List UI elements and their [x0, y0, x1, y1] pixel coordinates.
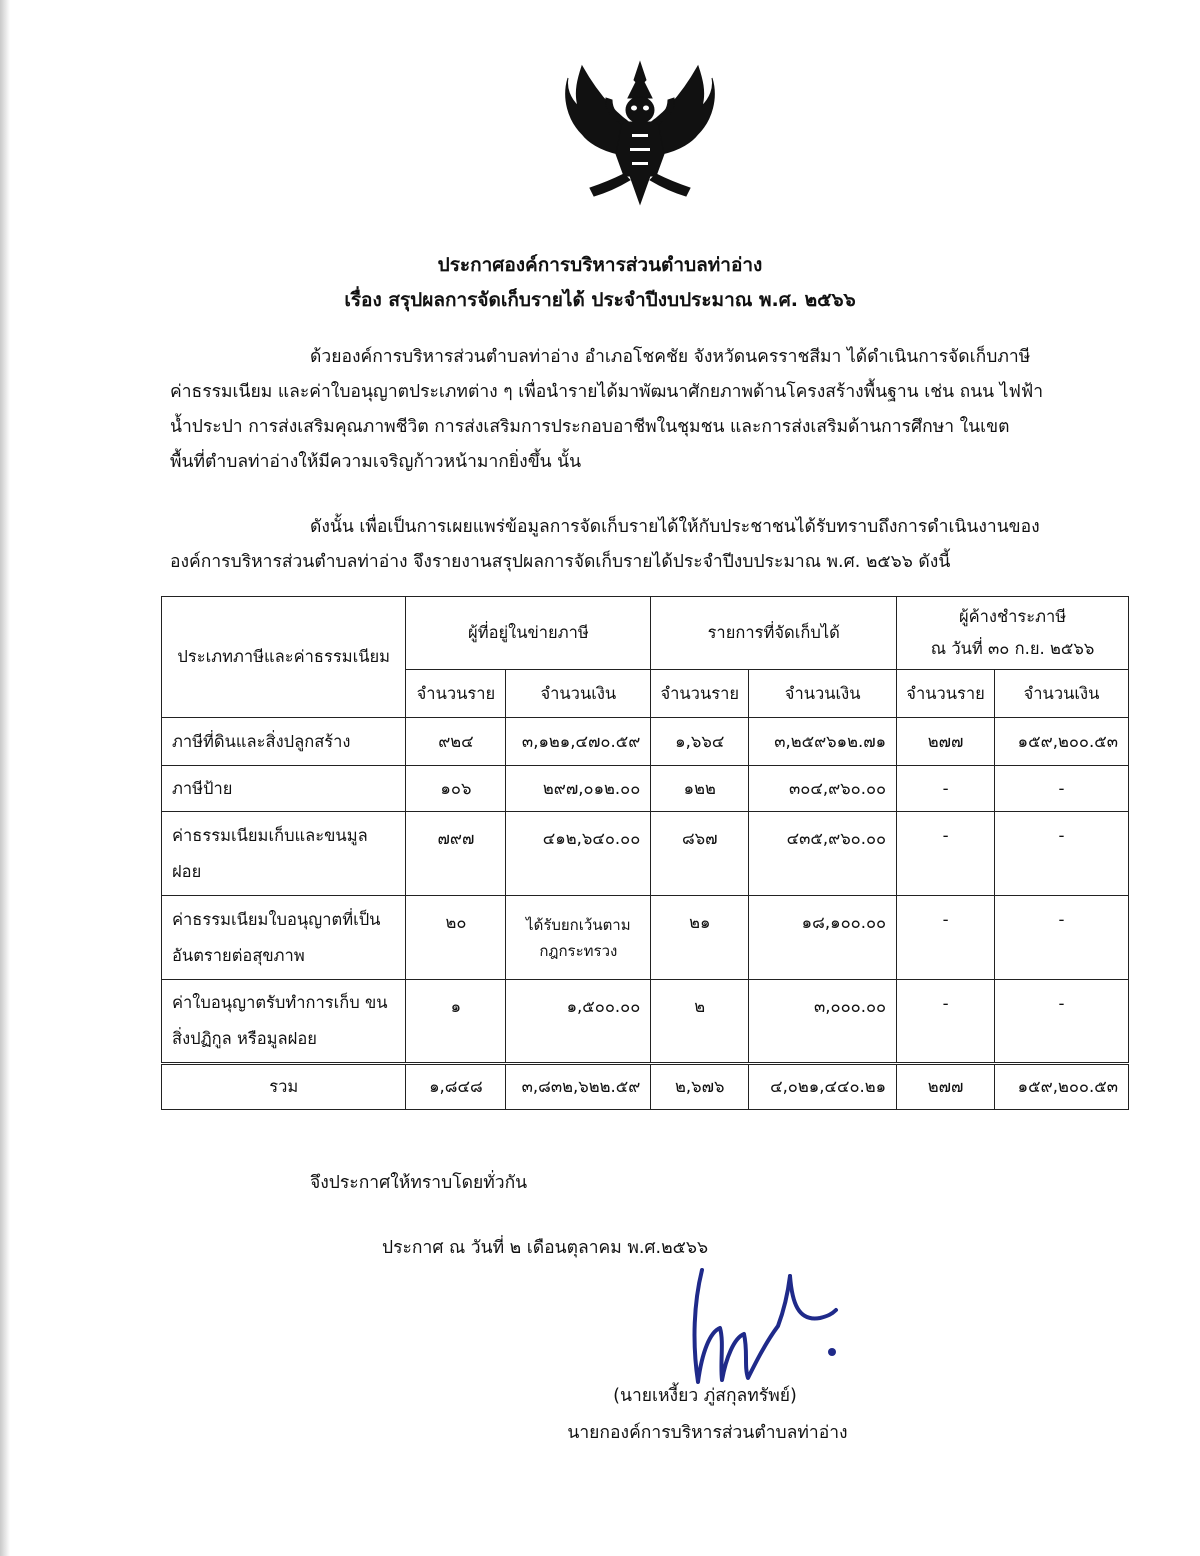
- cell-collected-amount: ๑๘,๑๐๐.๐๐: [749, 896, 897, 980]
- row-type: [162, 896, 406, 980]
- garuda-emblem-icon: [560, 58, 720, 208]
- header-arrears: [897, 597, 1129, 670]
- row-type-line2: อันตรายต่อสุขภาพ: [172, 945, 305, 965]
- cell-tax-amount: ๓,๑๒๑,๔๗๐.๕๙: [506, 718, 651, 766]
- paragraph-line: พื้นที่ตำบลท่าอ่างให้มีความเจริญก้าวหน้ามากยิ่งขึ้น นั้น: [170, 452, 582, 472]
- table-row: [162, 718, 1129, 766]
- signer-name: (นายเหงี้ยว ภู่สกุลทรัพย์): [613, 1386, 797, 1406]
- paragraph-line: ด้วยองค์การบริหารส่วนตำบลท่าอ่าง อำเภอโชคชัย จังหวัดนครราชสีมา ได้ดำเนินการจัดเก็บภาษี: [310, 347, 1031, 367]
- cell-tax-count: ๑: [406, 980, 506, 1064]
- revenue-table: [161, 596, 1129, 1110]
- paragraph-intro: [170, 340, 1110, 480]
- cell-arrears-count: -: [897, 766, 995, 812]
- subheader-amount: จำนวนเงิน: [749, 670, 897, 718]
- cell-arrears-amount: -: [995, 980, 1129, 1064]
- total-tax-count: ๑,๘๔๘: [406, 1064, 506, 1110]
- cell-arrears-amount: -: [995, 812, 1129, 896]
- cell-arrears-count: -: [897, 980, 995, 1064]
- subheader-amount: จำนวนเงิน: [995, 670, 1129, 718]
- cell-tax-count: ๗๙๗: [406, 812, 506, 896]
- header-arrears-line1: ผู้ค้างชำระภาษี: [958, 607, 1067, 626]
- cell-collected-count: ๑,๖๖๔: [651, 718, 749, 766]
- row-type-line1: ค่าธรรมเนียมใบอนุญาตที่เป็น: [172, 909, 381, 929]
- handwritten-signature: [680, 1262, 850, 1397]
- cell-arrears-amount: -: [995, 896, 1129, 980]
- cell-collected-count: ๒๑: [651, 896, 749, 980]
- table-row: [162, 766, 1129, 812]
- subheader-count: จำนวนราย: [651, 670, 749, 718]
- row-type-line2: สิ่งปฏิกูล หรือมูลฝอย: [172, 1029, 317, 1048]
- total-arrears-count: ๒๗๗: [897, 1064, 995, 1110]
- total-collected-count: ๒,๖๗๖: [651, 1064, 749, 1110]
- closing-statement: จึงประกาศให้ทราบโดยทั่วกัน: [310, 1173, 528, 1193]
- announcement-title: ประกาศองค์การบริหารส่วนตำบลท่าอ่าง: [437, 254, 763, 276]
- row-type: ภาษีที่ดินและสิ่งปลูกสร้าง: [162, 718, 406, 766]
- cell-tax-count: ๑๐๖: [406, 766, 506, 812]
- subheader-amount: จำนวนเงิน: [506, 670, 651, 718]
- cell-tax-amount: ๒๙๗,๐๑๒.๐๐: [506, 766, 651, 812]
- row-type-line2: ฝอย: [172, 861, 202, 881]
- cell-collected-count: ๘๖๗: [651, 812, 749, 896]
- table-total-row: [162, 1064, 1129, 1110]
- total-label: รวม: [162, 1064, 406, 1110]
- cell-collected-count: ๒: [651, 980, 749, 1064]
- cell-tax-amount: [506, 896, 651, 980]
- exempt-line2: กฎกระทรวง: [539, 941, 618, 960]
- cell-collected-amount: ๔๓๕,๙๖๐.๐๐: [749, 812, 897, 896]
- total-collected-amount: ๔,๐๒๑,๔๔๐.๒๑: [749, 1064, 897, 1110]
- paragraph-purpose: [170, 510, 1110, 580]
- cell-arrears-count: -: [897, 896, 995, 980]
- table-row: [162, 980, 1129, 1064]
- announcement-date: ประกาศ ณ วันที่ ๒ เดือนตุลาคม พ.ศ.๒๕๖๖: [382, 1238, 709, 1258]
- row-type: [162, 980, 406, 1064]
- paragraph-line: ค่าธรรมเนียม และค่าใบอนุญาตประเภทต่าง ๆ เพื่อนำรายได้มาพัฒนาศักยภาพด้านโครงสร้างพื้นฐาน เช่น ถนน ไฟฟ้า: [170, 382, 1044, 402]
- row-type: [162, 812, 406, 896]
- cell-collected-amount: ๓,๐๐๐.๐๐: [749, 980, 897, 1064]
- cell-tax-count: ๙๒๔: [406, 718, 506, 766]
- cell-arrears-amount: ๑๕๙,๒๐๐.๕๓: [995, 718, 1129, 766]
- cell-arrears-count: -: [897, 812, 995, 896]
- total-arrears-amount: ๑๕๙,๒๐๐.๕๓: [995, 1064, 1129, 1110]
- cell-tax-amount: ๔๑๒,๖๔๐.๐๐: [506, 812, 651, 896]
- cell-collected-amount: ๓,๒๕๙๖๑๒.๗๑: [749, 718, 897, 766]
- row-type-line1: ค่าใบอนุญาตรับทำการเก็บ ขน: [172, 993, 388, 1012]
- header-collected: รายการที่จัดเก็บได้: [651, 597, 897, 670]
- paragraph-line: ดังนั้น เพื่อเป็นการเผยแพร่ข้อมูลการจัดเก็บรายได้ให้กับประชาชนได้รับทราบถึงการดำเนินงานของ: [310, 517, 1040, 537]
- header-taxpayers: ผู้ที่อยู่ในข่ายภาษี: [406, 597, 651, 670]
- cell-tax-count: ๒๐: [406, 896, 506, 980]
- cell-tax-amount: ๑,๕๐๐.๐๐: [506, 980, 651, 1064]
- cell-collected-count: ๑๒๒: [651, 766, 749, 812]
- cell-arrears-count: ๒๗๗: [897, 718, 995, 766]
- announcement-subject: เรื่อง สรุปผลการจัดเก็บรายได้ ประจำปีงบประมาณ พ.ศ. ๒๕๖๖: [344, 289, 856, 311]
- cell-arrears-amount: -: [995, 766, 1129, 812]
- row-type-line1: ค่าธรรมเนียมเก็บและขนมูล: [172, 825, 368, 845]
- header-arrears-line2: ณ วันที่ ๓๐ ก.ย. ๒๕๖๖: [930, 639, 1095, 658]
- signer-position: นายกองค์การบริหารส่วนตำบลท่าอ่าง: [567, 1423, 848, 1443]
- exempt-line1: ได้รับยกเว้นตาม: [526, 915, 631, 934]
- subheader-count: จำนวนราย: [406, 670, 506, 718]
- table-row: [162, 812, 1129, 896]
- row-type: ภาษีป้าย: [162, 766, 406, 812]
- paragraph-line: องค์การบริหารส่วนตำบลท่าอ่าง จึงรายงานสรุปผลการจัดเก็บรายได้ประจำปีงบประมาณ พ.ศ. ๒๕๖๖ ดังนี้: [170, 552, 951, 572]
- header-type: ประเภทภาษีและค่าธรรมเนียม: [162, 597, 406, 718]
- table-row: [162, 896, 1129, 980]
- subheader-count: จำนวนราย: [897, 670, 995, 718]
- cell-collected-amount: ๓๐๔,๙๖๐.๐๐: [749, 766, 897, 812]
- scan-edge-shadow: [0, 0, 10, 1556]
- total-tax-amount: ๓,๘๓๒,๖๒๒.๕๙: [506, 1064, 651, 1110]
- paragraph-line: น้ำประปา การส่งเสริมคุณภาพชีวิต การส่งเสริมการประกอบอาชีพในชุมชน และการส่งเสริมด้านการศึกษา ในเขต: [170, 417, 1010, 437]
